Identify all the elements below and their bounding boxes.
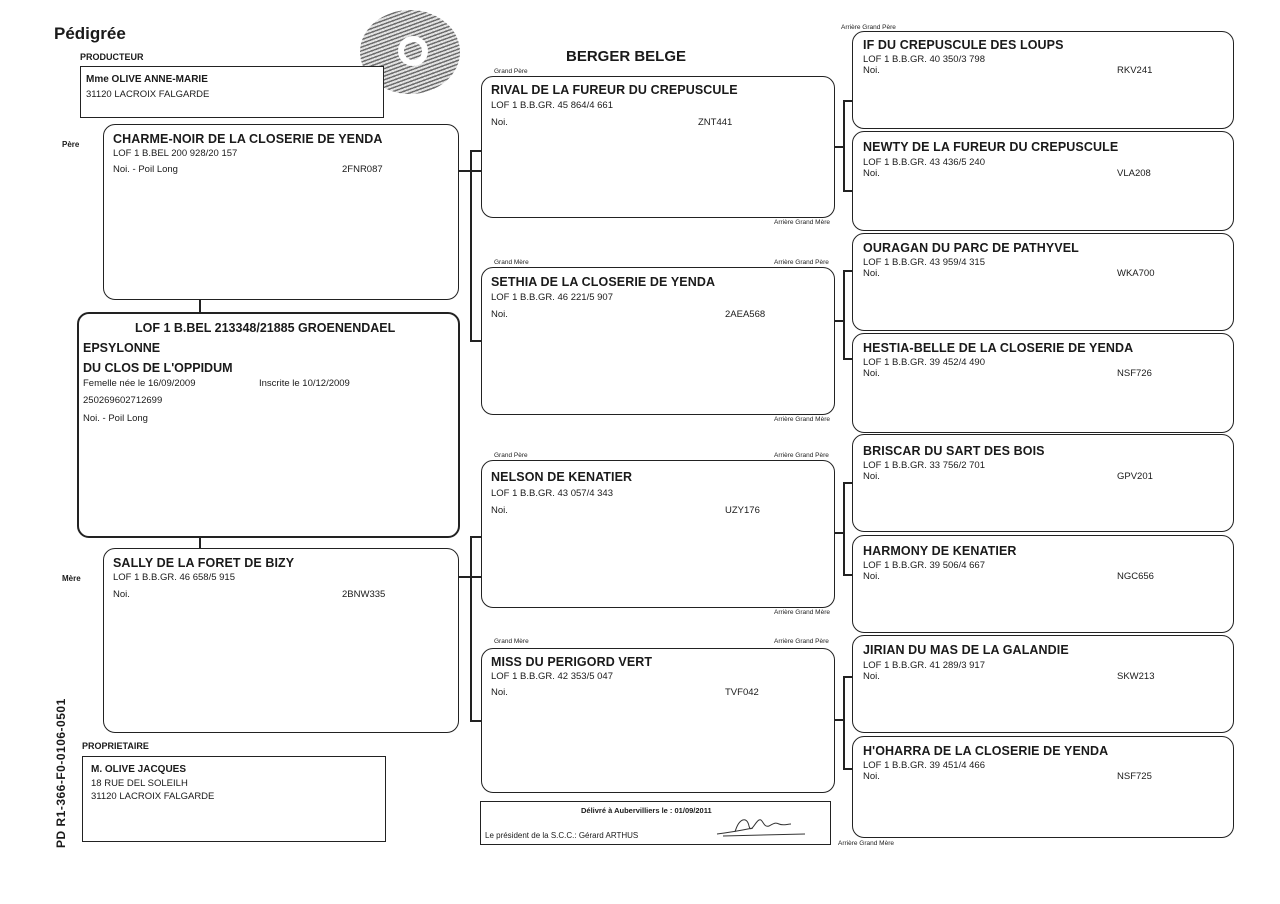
ggp2-name: OURAGAN DU PARC DE PATHYVEL	[863, 241, 1079, 255]
gp1-label-before: Arrière Grand Père	[774, 259, 829, 266]
gp0-box	[481, 76, 835, 218]
ggp7-name: H'OHARRA DE LA CLOSERIE DE YENDA	[863, 744, 1109, 758]
ggp0-color: Noi.	[863, 65, 880, 76]
dog-registration: LOF 1 B.BEL 213348/21885 GROENENDAEL	[135, 321, 396, 335]
connector-gp-bracket-bottom-b	[470, 720, 481, 722]
father-name: CHARME-NOIR DE LA CLOSERIE DE YENDA	[113, 132, 383, 146]
ggp1-lof: LOF 1 B.B.GR. 43 436/5 240	[863, 157, 985, 168]
mother-lof: LOF 1 B.B.GR. 46 658/5 915	[113, 572, 235, 583]
connector-ggp-c-t	[843, 482, 852, 484]
ggp4-lof: LOF 1 B.B.GR. 33 756/2 701	[863, 460, 985, 471]
ggp7-lof: LOF 1 B.B.GR. 39 451/4 466	[863, 760, 985, 771]
gp3-color: Noi.	[491, 687, 508, 698]
owner-address-1: 18 RUE DEL SOLEILH	[91, 778, 188, 789]
ggp5-name: HARMONY DE KENATIER	[863, 544, 1017, 558]
connector-ggp-c-b	[843, 574, 852, 576]
dog-name-line1: EPSYLONNE	[83, 341, 161, 355]
gp3-label-before: Arrière Grand Père	[774, 638, 829, 645]
mother-id: 2BNW335	[342, 589, 386, 600]
owner-label: PROPRIETAIRE	[82, 741, 149, 751]
ggp1-color: Noi.	[863, 168, 880, 179]
gp2-lof: LOF 1 B.B.GR. 43 057/4 343	[491, 488, 613, 499]
ggp3-box	[852, 333, 1234, 433]
gp1-lof: LOF 1 B.B.GR. 46 221/5 907	[491, 292, 613, 303]
bottom-label: Arrière Grand Mère	[838, 840, 894, 847]
connector-ggp-a-v	[843, 100, 845, 190]
father-lof: LOF 1 B.BEL 200 928/20 157	[113, 148, 238, 159]
owner-box	[82, 756, 386, 842]
connector-gp-bracket-top	[470, 150, 472, 340]
top-label: Arrière Grand Père	[841, 24, 896, 31]
ggp1-name: NEWTY DE LA FUREUR DU CREPUSCULE	[863, 140, 1119, 154]
dog-box	[77, 312, 460, 538]
connector-ggp-c-v	[843, 482, 845, 574]
signature-image	[713, 812, 809, 840]
president-text: Le président de la S.C.C.: Gérard ARTHUS	[485, 831, 639, 840]
ggp1-id: VLA208	[1117, 168, 1151, 179]
connector-ggp-d-v	[843, 676, 845, 768]
side-document-code: PD R1-366-F0-0106-0501	[54, 698, 68, 848]
gp0-label-after: Arrière Grand Mère	[774, 219, 830, 226]
connector-dog-mother	[199, 538, 201, 548]
breed-title: BERGER BELGE	[566, 48, 687, 65]
connector-gp-bracket-bottom-a	[470, 536, 481, 538]
gp2-role-label: Grand Père	[494, 452, 528, 459]
gp3-lof: LOF 1 B.B.GR. 42 353/5 047	[491, 671, 613, 682]
owner-name: M. OLIVE JACQUES	[91, 764, 187, 775]
gp1-role-label: Grand Mère	[494, 259, 529, 266]
gp2-color: Noi.	[491, 505, 508, 516]
mother-box	[103, 548, 459, 733]
ggp4-box	[852, 434, 1234, 532]
gp2-label-after: Arrière Grand Mère	[774, 609, 830, 616]
connector-gp-bracket-top-a	[470, 150, 481, 152]
gp3-name: MISS DU PERIGORD VERT	[491, 655, 653, 669]
ggp3-id: NSF726	[1117, 368, 1152, 379]
dog-name-line2: DU CLOS DE L'OPPIDUM	[83, 361, 233, 375]
connector-father-dog	[199, 300, 201, 312]
gp0-role-label: Grand Père	[494, 68, 528, 75]
ggp5-id: NGC656	[1117, 571, 1154, 582]
gp3-id: TVF042	[725, 687, 759, 698]
ggp0-name: IF DU CREPUSCULE DES LOUPS	[863, 38, 1064, 52]
gp1-color: Noi.	[491, 309, 508, 320]
producer-name: Mme OLIVE ANNE-MARIE	[86, 74, 208, 85]
ggp7-id: NSF725	[1117, 771, 1152, 782]
ggp5-box	[852, 535, 1234, 633]
connector-ggp-b-v	[843, 270, 845, 358]
gp1-box	[481, 267, 835, 415]
gp2-name: NELSON DE KENATIER	[491, 470, 633, 484]
dog-birth: Femelle née le 16/09/2009	[83, 378, 196, 389]
father-box	[103, 124, 459, 300]
gp2-id: UZY176	[725, 505, 760, 516]
ggp3-lof: LOF 1 B.B.GR. 39 452/4 490	[863, 357, 985, 368]
page-title: Pédigrée	[54, 24, 126, 43]
producer-address: 31120 LACROIX FALGARDE	[86, 89, 210, 100]
ggp0-id: RKV241	[1117, 65, 1153, 76]
dog-inscription: Inscrite le 10/12/2009	[259, 378, 350, 389]
ggp1-box	[852, 131, 1234, 231]
connector-ggp-d-t	[843, 676, 852, 678]
mother-name: SALLY DE LA FORET DE BIZY	[113, 556, 295, 570]
ggp6-lof: LOF 1 B.B.GR. 41 289/3 917	[863, 660, 985, 671]
father-id: 2FNR087	[342, 164, 383, 175]
ggp7-color: Noi.	[863, 771, 880, 782]
gp0-name: RIVAL DE LA FUREUR DU CREPUSCULE	[491, 83, 738, 97]
ggp6-id: SKW213	[1117, 671, 1155, 682]
ggp6-box	[852, 635, 1234, 733]
producer-box	[80, 66, 384, 118]
gp1-name: SETHIA DE LA CLOSERIE DE YENDA	[491, 275, 716, 289]
father-role-label: Père	[62, 140, 80, 149]
gp0-lof: LOF 1 B.B.GR. 45 864/4 661	[491, 100, 613, 111]
ggp3-name: HESTIA-BELLE DE LA CLOSERIE DE YENDA	[863, 341, 1134, 355]
ggp5-color: Noi.	[863, 571, 880, 582]
ggp7-box	[852, 736, 1234, 838]
owner-address-2: 31120 LACROIX FALGARDE	[91, 791, 215, 802]
gp1-id: 2AEA568	[725, 309, 766, 320]
ggp2-lof: LOF 1 B.B.GR. 43 959/4 315	[863, 257, 985, 268]
ggp4-id: GPV201	[1117, 471, 1153, 482]
connector-ggp-a-b	[843, 190, 852, 192]
delivery-text: Délivré à Aubervilliers le : 01/09/2011	[581, 806, 712, 815]
ggp6-color: Noi.	[863, 671, 880, 682]
connector-ggp-a-t	[843, 100, 852, 102]
delivery-box	[480, 801, 831, 845]
mother-color: Noi.	[113, 589, 130, 600]
connector-gp-bracket-bottom	[470, 536, 472, 720]
connector-ggp-b-b	[843, 358, 852, 360]
gp1-label-after: Arrière Grand Mère	[774, 416, 830, 423]
connector-ggp-b-t	[843, 270, 852, 272]
gp0-id: ZNT441	[698, 117, 733, 128]
dog-color: Noi. - Poil Long	[83, 413, 148, 424]
ggp4-color: Noi.	[863, 471, 880, 482]
mother-role-label: Mère	[62, 574, 81, 583]
gp3-box	[481, 648, 835, 793]
dog-chip: 250269602712699	[83, 395, 163, 406]
connector-gp-bracket-top-b	[470, 340, 481, 342]
father-color: Noi. - Poil Long	[113, 164, 178, 175]
ggp2-box	[852, 233, 1234, 331]
ggp4-name: BRISCAR DU SART DES BOIS	[863, 444, 1045, 458]
gp0-color: Noi.	[491, 117, 508, 128]
connector-ggp-d-b	[843, 768, 852, 770]
ggp6-name: JIRIAN DU MAS DE LA GALANDIE	[863, 643, 1069, 657]
ggp3-color: Noi.	[863, 368, 880, 379]
gp3-role-label: Grand Mère	[494, 638, 529, 645]
ggp0-box	[852, 31, 1234, 129]
producer-label: PRODUCTEUR	[80, 52, 144, 62]
ggp2-id: WKA700	[1117, 268, 1155, 279]
gp2-label-before: Arrière Grand Père	[774, 452, 829, 459]
ggp2-color: Noi.	[863, 268, 880, 279]
gp2-box	[481, 460, 835, 608]
ggp0-lof: LOF 1 B.B.GR. 40 350/3 798	[863, 54, 985, 65]
ggp5-lof: LOF 1 B.B.GR. 39 506/4 667	[863, 560, 985, 571]
